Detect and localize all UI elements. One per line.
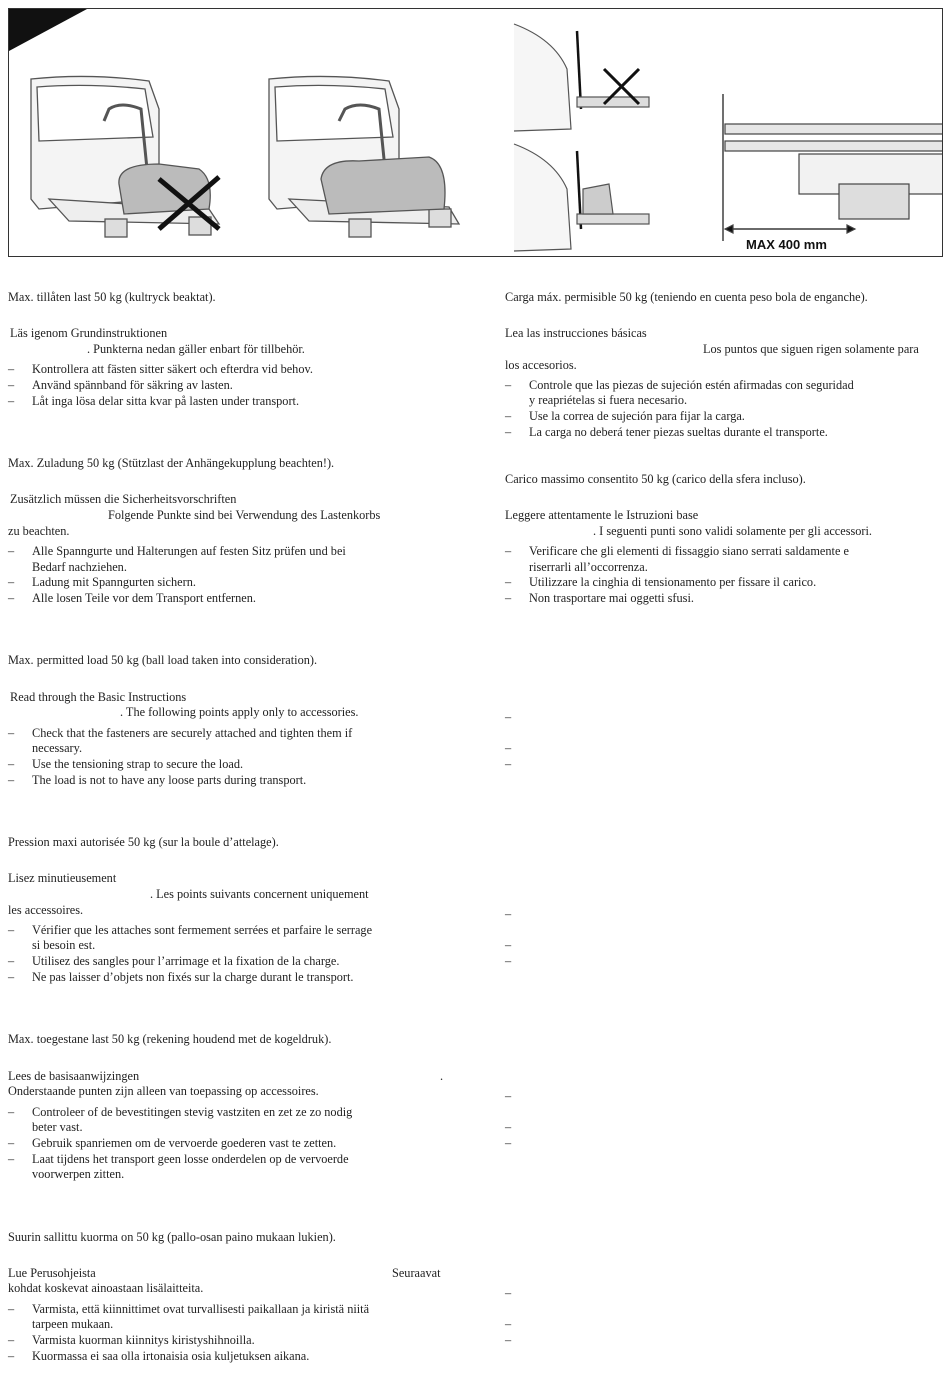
side-view-wrong	[514, 24, 649, 131]
bullet-item: Gebruik spanriemen om de vervoerde goederen vast te zetten.	[32, 1136, 337, 1150]
intro-text: Lea las instrucciones básicas	[505, 326, 647, 340]
bullet-dash: –	[505, 425, 512, 439]
car-illustration-wrong-load	[31, 76, 219, 237]
intro-text: Lue Perusohjeista	[8, 1266, 96, 1280]
intro-text: Läs igenom Grundinstruktionen	[10, 326, 168, 340]
bullet-item: Bedarf nachziehen.	[32, 560, 127, 574]
max-load-text: Max. permitted load 50 kg (ball load taken into consideration).	[8, 653, 318, 667]
max-load-text: Max. toegestane last 50 kg (rekening houdend met de kogeldruk).	[8, 1032, 332, 1046]
intro-text: .	[440, 1069, 444, 1083]
bullet-item: Use the tensioning strap to secure the load.	[32, 757, 244, 771]
bullet-dash: –	[8, 362, 15, 376]
intro-text: kohdat koskevat ainoastaan lisälaitteita.	[8, 1281, 204, 1295]
bullet-dash: –	[8, 757, 15, 771]
bullet-dash: –	[505, 1317, 512, 1331]
figure-illustration	[9, 9, 943, 257]
bullet-item: Controle que las piezas de sujeción estén afirmadas con seguridad	[529, 378, 854, 392]
bullet-item: Kuormassa ei saa olla irtonaisia osia kuljetuksen aikana.	[32, 1349, 310, 1363]
intro-text: . Punkterna nedan gäller enbart för tillbehör.	[87, 342, 305, 356]
bullet-dash: –	[8, 970, 15, 984]
bullet-dash: –	[8, 1136, 15, 1150]
intro-text: . I seguenti punti sono validi solamente per gli accessori.	[593, 524, 873, 538]
bullet-dash: –	[8, 726, 15, 740]
bullet-item: Controleer of de bevestitingen stevig vastziten en zet ze zo nodig	[32, 1105, 353, 1119]
bullet-dash: –	[505, 378, 512, 392]
bullet-item: Use la correa de sujeción para fijar la carga.	[529, 409, 745, 423]
bullet-dash: –	[505, 1333, 512, 1347]
max-load-text: Max. tillåten last 50 kg (kultryck beaktat).	[8, 290, 216, 304]
bullet-dash: –	[505, 409, 512, 423]
bullet-item: Utilizzare la cinghia di tensionamento per fissare il carico.	[529, 575, 817, 589]
intro-text: Onderstaande punten zijn alleen van toepassing op accessoires.	[8, 1084, 319, 1098]
bullet-dash: –	[505, 1286, 512, 1300]
bullet-item: si besoin est.	[32, 938, 96, 952]
bullet-dash: –	[8, 1152, 15, 1166]
bullet-item: y reapriételas si fuera necesario.	[529, 393, 688, 407]
bullet-item: tarpeen mukaan.	[32, 1317, 114, 1331]
bullet-dash: –	[505, 1136, 512, 1150]
intro-text: zu beachten.	[8, 524, 70, 538]
bullet-item: Verificare che gli elementi di fissaggio siano serrati saldamente e	[529, 544, 849, 558]
bullet-item: Använd spännband för säkring av lasten.	[32, 378, 233, 392]
bullet-item: Alle losen Teile vor dem Transport entfernen.	[32, 591, 256, 605]
max-load-text: Suurin sallittu kuorma on 50 kg (pallo-osan paino mukaan lukien).	[8, 1230, 336, 1244]
bullet-dash: –	[8, 378, 15, 392]
dimension-drawing	[723, 94, 943, 241]
intro-text: Seuraavat	[392, 1266, 441, 1280]
bullet-item: voorwerpen zitten.	[32, 1167, 125, 1181]
bullet-item: beter vast.	[32, 1120, 83, 1134]
bullet-dash: –	[8, 394, 15, 408]
intro-text: Lees de basisaanwijzingen	[8, 1069, 140, 1083]
bullet-item: Non trasportare mai oggetti sfusi.	[529, 591, 694, 605]
max-load-text: Carico massimo consentito 50 kg (carico della sfera incluso).	[505, 472, 806, 486]
bullet-item: Laat tijdens het transport geen losse onderdelen op de vervoerde	[32, 1152, 349, 1166]
bullet-dash: –	[8, 1302, 15, 1316]
bullet-dash: –	[8, 591, 15, 605]
intro-text: Read through the Basic Instructions	[10, 690, 187, 704]
bullet-item: Alle Spanngurte und Halterungen auf festen Sitz prüfen und bei	[32, 544, 346, 558]
side-view-correct	[514, 144, 649, 251]
bullet-dash: –	[505, 938, 512, 952]
bullet-item: Låt inga lösa delar sitta kvar på lasten under transport.	[32, 394, 300, 408]
instruction-figure	[8, 8, 943, 257]
intro-text: . The following points apply only to accessories.	[120, 705, 359, 719]
max-load-text: Pression maxi autorisée 50 kg (sur la boule d’attelage).	[8, 835, 279, 849]
bullet-item: Ne pas laisser d’objets non fixés sur la charge durant le transport.	[32, 970, 354, 984]
bullet-dash: –	[8, 923, 15, 937]
max-dimension-label: MAX 400 mm	[746, 237, 827, 252]
bullet-dash: –	[8, 1349, 15, 1363]
intro-text: les accessoires.	[8, 903, 84, 917]
intro-text: . Les points suivants concernent uniquement	[150, 887, 369, 901]
bullet-dash: –	[8, 575, 15, 589]
bullet-item: Varmista kuorman kiinnitys kiristyshihnoilla.	[32, 1333, 255, 1347]
bullet-dash: –	[505, 1089, 512, 1103]
bullet-dash: –	[505, 907, 512, 921]
bullet-dash: –	[505, 710, 512, 724]
intro-text: Zusätzlich müssen die Sicherheitsvorschriften	[10, 492, 237, 506]
bullet-dash: –	[8, 544, 15, 558]
intro-text: Lisez minutieusement	[8, 871, 117, 885]
bullet-item: Varmista, että kiinnittimet ovat turvallisesti paikallaan ja kiristä niitä	[32, 1302, 370, 1316]
bullet-dash: –	[8, 1105, 15, 1119]
bullet-item: Utilisez des sangles pour l’arrimage et la fixation de la charge.	[32, 954, 340, 968]
bullet-dash: –	[505, 1120, 512, 1134]
bullet-dash: –	[8, 954, 15, 968]
bullet-item: Kontrollera att fästen sitter säkert och efterdra vid behov.	[32, 362, 313, 376]
max-load-text: Carga máx. permisible 50 kg (teniendo en cuenta peso bola de enganche).	[505, 290, 868, 304]
bullet-dash: –	[505, 741, 512, 755]
corner-marker	[9, 9, 87, 51]
intro-text: los accesorios.	[505, 358, 577, 372]
intro-text: Leggere attentamente le Istruzioni base	[505, 508, 699, 522]
bullet-dash: –	[505, 591, 512, 605]
bullet-dash: –	[505, 544, 512, 558]
bullet-item: Ladung mit Spanngurten sichern.	[32, 575, 196, 589]
intro-text: Los puntos que siguen rigen solamente para	[703, 342, 919, 356]
bullet-item: riserrarli all’occorrenza.	[529, 560, 648, 574]
max-load-text: Max. Zuladung 50 kg (Stützlast der Anhängekupplung beachten!).	[8, 456, 335, 470]
bullet-dash: –	[505, 954, 512, 968]
bullet-dash: –	[8, 773, 15, 787]
bullet-item: The load is not to have any loose parts during transport.	[32, 773, 307, 787]
bullet-dash: –	[8, 1333, 15, 1347]
bullet-dash: –	[505, 757, 512, 771]
car-illustration-correct-load	[269, 76, 459, 237]
bullet-dash: –	[505, 575, 512, 589]
bullet-item: Vérifier que les attaches sont fermement serrées et parfaire le serrage	[32, 923, 373, 937]
bullet-item: necessary.	[32, 741, 83, 755]
bullet-item: Check that the fasteners are securely attached and tighten them if	[32, 726, 353, 740]
bullet-item: La carga no deberá tener piezas sueltas durante el transporte.	[529, 425, 828, 439]
intro-text: Folgende Punkte sind bei Verwendung des Lastenkorbs	[108, 508, 381, 522]
